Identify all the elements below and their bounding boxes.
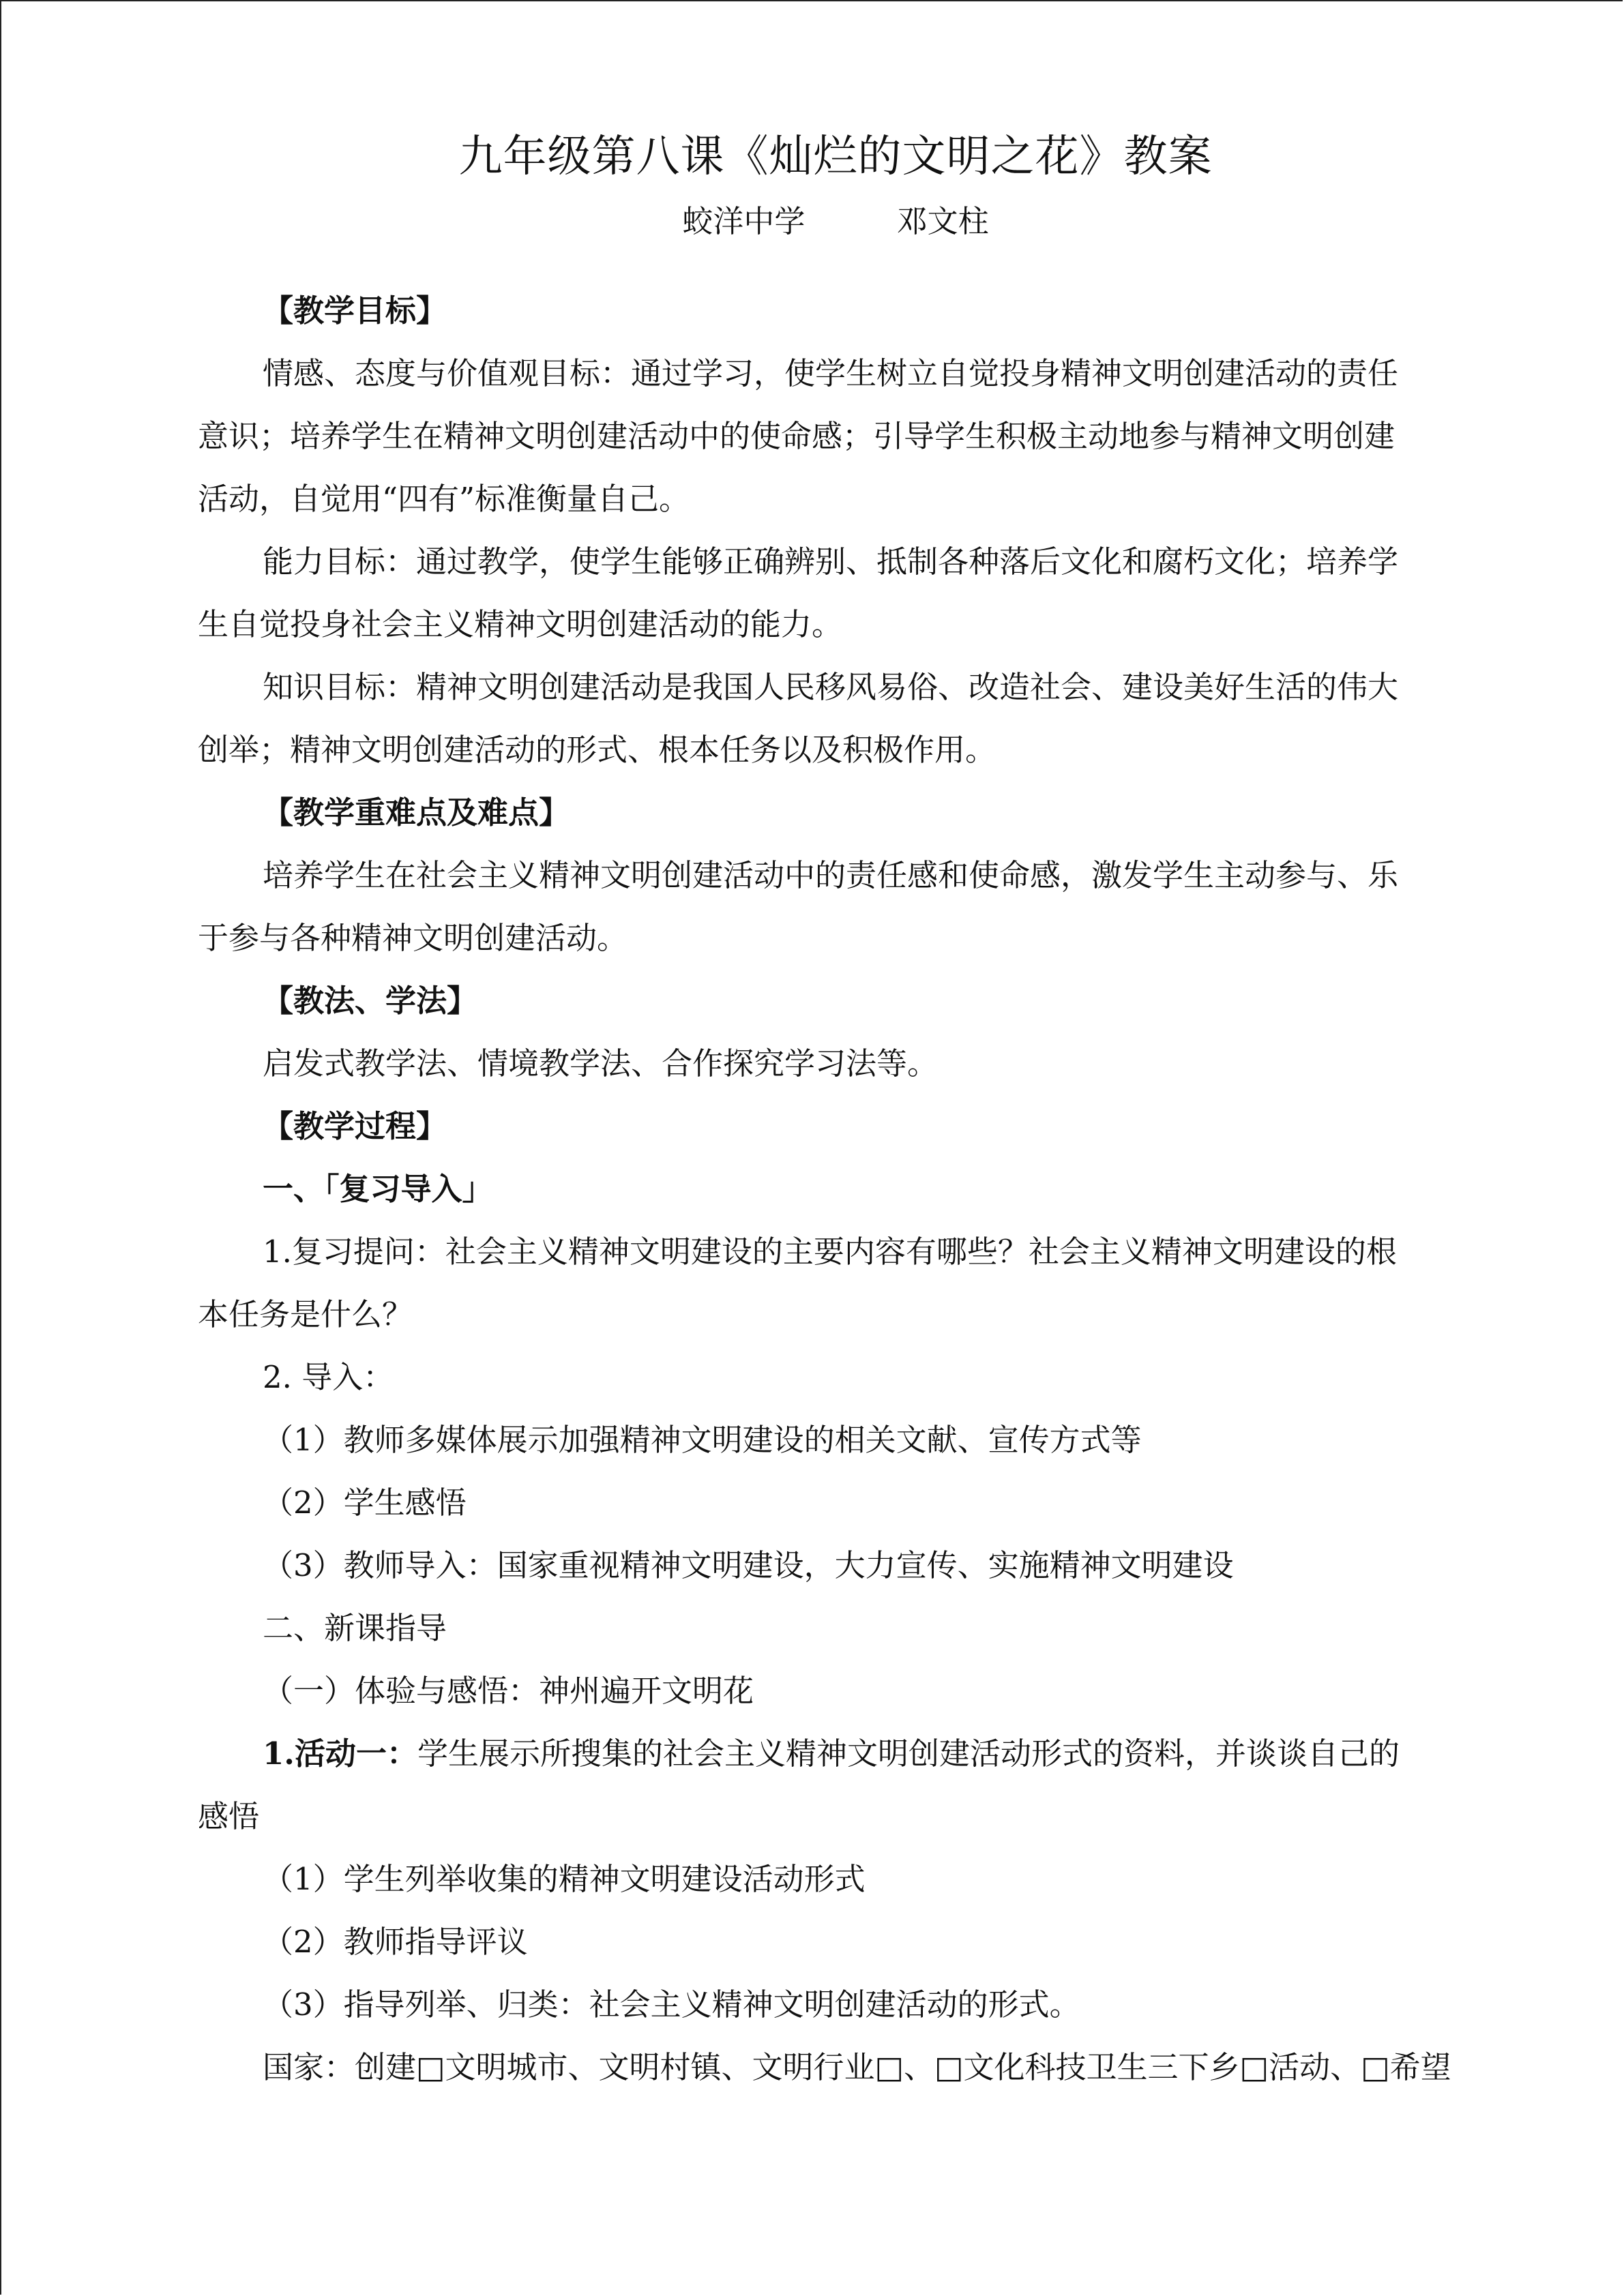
paragraph-line: 于参与各种精神文明创建活动。 xyxy=(198,920,628,956)
paragraph-line: 生自觉投身社会主义精神文明创建活动的能力。 xyxy=(198,606,843,642)
paragraph-line: 创举；精神文明创建活动的形式、根本任务以及积极作用。 xyxy=(198,732,996,768)
list-item: （2）学生感悟 xyxy=(263,1485,467,1521)
list-item: （1）教师多媒体展示加强精神文明建设的相关文献、宣传方式等 xyxy=(263,1422,1142,1458)
section-heading-keypoints: 【教学重难点及难点】 xyxy=(263,794,570,831)
activity-text: 学生展示所搜集的社会主义精神文明创建活动形式的资料，并谈谈自己的 xyxy=(417,1735,1400,1772)
part-heading-new-lesson: 二、新课指导 xyxy=(263,1610,447,1646)
list-heading: 2. 导入： xyxy=(263,1359,394,1395)
author-name: 邓文柱 xyxy=(896,203,989,239)
sub-heading: （一）体验与感悟：神州遍开文明花 xyxy=(263,1673,754,1709)
spacer xyxy=(198,252,1473,280)
section-heading-process: 【教学过程】 xyxy=(263,1108,447,1144)
section-heading-objectives: 【教学目标】 xyxy=(263,293,447,329)
list-item: （2）教师指导评议 xyxy=(263,1924,528,1960)
list-item: （3）指导列举、归类：社会主义精神文明创建活动的形式。 xyxy=(263,1986,1080,2023)
document-title: 九年级第八课《灿烂的文明之花》教案 xyxy=(458,132,1213,182)
byline xyxy=(198,191,1473,252)
paragraph-line: 情感、态度与价值观目标：通过学习，使学生树立自觉投身精神文明创建活动的责任 xyxy=(263,355,1399,391)
paragraph-line: 本任务是什么？ xyxy=(198,1296,413,1332)
document-body xyxy=(198,123,1473,2099)
list-item: （3）教师导入：国家重视精神文明建设，大力宣传、实施精神文明建设 xyxy=(263,1547,1234,1583)
paragraph-line: 意识；培养学生在精神文明创建活动中的使命感；引导学生积极主动地参与精神文明创建 xyxy=(198,418,1396,454)
paragraph-line: 能力目标：通过教学，使学生能够正确辨别、抵制各种落后文化和腐朽文化；培养学 xyxy=(263,543,1399,580)
section-heading-methods: 【教法、学法】 xyxy=(263,983,478,1019)
school-name: 蛟洋中学 xyxy=(682,203,806,239)
activity-line xyxy=(198,1723,1473,1785)
activity-label: 1.活动一： xyxy=(263,1735,417,1772)
paragraph-line: 培养学生在社会主义精神文明创建活动中的责任感和使命感，激发学生主动参与、乐 xyxy=(263,857,1399,893)
paragraph-line: 活动，自觉用“四有”标准衡量自己。 xyxy=(198,481,690,517)
paragraph-line: 启发式教学法、情境教学法、合作探究学习法等。 xyxy=(263,1045,939,1082)
paragraph-line: 1.复习提问：社会主义精神文明建设的主要内容有哪些？社会主义精神文明建设的根 xyxy=(263,1234,1397,1270)
part-heading-review: 一、「复习导入」 xyxy=(263,1171,493,1207)
paragraph-line: 知识目标：精神文明创建活动是我国人民移风易俗、改造社会、建设美好生活的伟大 xyxy=(263,669,1399,705)
list-item: （1）学生列举收集的精神文明建设活动形式 xyxy=(263,1861,866,1897)
paragraph-line: 国家：创建□文明城市、文明村镇、文明行业□、□文化科技卫生三下乡□活动、□希望 xyxy=(263,2049,1451,2085)
paragraph-line: 感悟 xyxy=(198,1798,260,1834)
